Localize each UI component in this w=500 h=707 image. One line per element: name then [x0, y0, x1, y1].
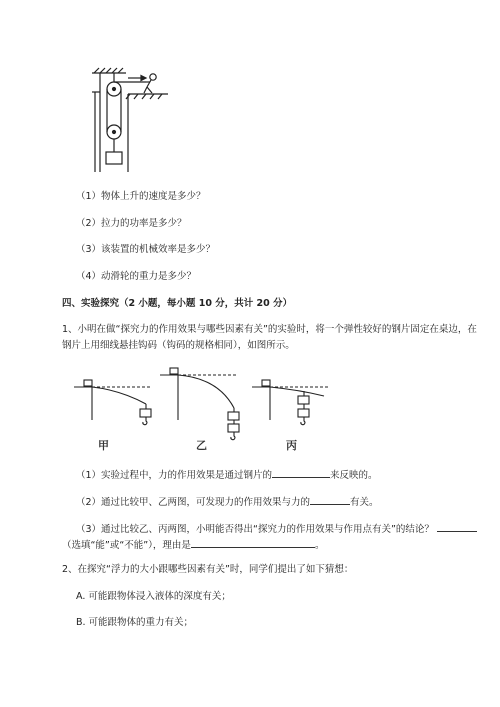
q1-text-before: （1）实验过程中，力的作用效果是通过钢片的: [76, 470, 273, 481]
experiment1-question-3: [76, 521, 477, 537]
q2-text-before: （2）通过比较甲、乙两图，可发现力的作用效果与力的: [76, 497, 311, 508]
experiment1-question-1: [76, 467, 378, 483]
q3-text-line2-after: 。: [314, 540, 325, 551]
q1-answer-blank[interactable]: [272, 467, 330, 478]
figure-label-yi: 乙: [196, 439, 207, 452]
q3-text-line1: （3）通过比较乙、丙两图，小明能否得出“探究力的作用效果与作用点有关”的结论？: [76, 524, 434, 535]
question-3: （3）该装置的机械效率是多少？: [76, 244, 216, 255]
figure-label-jia: 甲: [98, 439, 109, 452]
experiment2-option-a: A. 可能跟物体浸入液体的深度有关；: [76, 591, 231, 602]
experiment2-intro: 2、在探究“浮力的大小跟哪些因素有关”时，同学们提出了如下猜想：: [62, 564, 354, 575]
question-2: （2）拉力的功率是多少？: [76, 218, 187, 229]
q3-reason-blank[interactable]: [191, 537, 315, 548]
q1-text-after: 来反映的。: [330, 470, 378, 481]
q2-answer-blank[interactable]: [310, 494, 350, 505]
q3-choice-blank[interactable]: [437, 521, 477, 532]
section-title: 四、实验探究（2 小题，每小题 10 分，共计 20 分）: [62, 298, 293, 309]
experiment1-intro-line1: 1、小明在做“探究力的作用效果与哪些因素有关”的实验时，将一个弹性较好的钢片固定在桌边，在: [62, 324, 477, 335]
experiment1-intro-line2: 钢片上用细线悬挂钩码（钩码的规格相同），如图所示。: [62, 340, 295, 351]
experiment2-option-b: B. 可能跟物体的重力有关；: [76, 617, 194, 628]
figure-label-bing: 丙: [286, 439, 297, 452]
q3-text-line2-before: （选填“能”或“不能”），理由是: [62, 540, 191, 551]
experiment1-question-2: [76, 494, 379, 510]
question-4: （4）动滑轮的重力是多少？: [76, 271, 197, 282]
q2-text-after: 有关。: [350, 497, 379, 508]
experiment1-question-3-line2: [62, 537, 324, 553]
question-1: （1）物体上升的速度是多少？: [76, 191, 206, 202]
